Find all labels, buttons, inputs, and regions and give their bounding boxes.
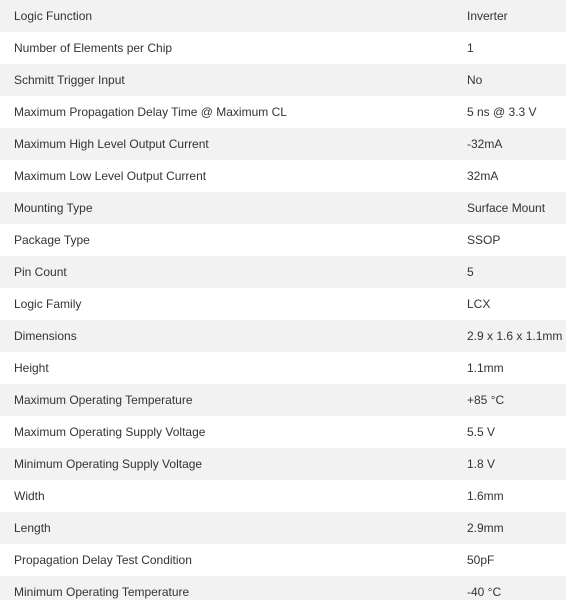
spec-label: Maximum Propagation Delay Time @ Maximum CL [14,105,287,119]
spec-row [0,416,566,448]
spec-value: 50pF [467,553,495,567]
spec-label: Minimum Operating Supply Voltage [14,457,203,471]
spec-label: Length [14,521,51,535]
spec-value: SSOP [467,233,501,247]
spec-row [0,96,566,128]
spec-label: Dimensions [14,329,77,343]
spec-row [0,480,566,512]
spec-label: Width [14,489,45,503]
spec-value: -40 °C [467,585,502,599]
spec-row [0,288,566,320]
spec-value: -32mA [467,137,503,151]
spec-row [0,352,566,384]
spec-row [0,192,566,224]
spec-label: Minimum Operating Temperature [14,585,190,599]
spec-label: Maximum Operating Supply Voltage [14,425,206,439]
spec-label: Maximum Low Level Output Current [14,169,207,183]
spec-row [0,0,566,32]
spec-label: Maximum High Level Output Current [14,137,209,151]
spec-value: LCX [467,297,491,311]
spec-value: 1 [467,41,474,55]
spec-value: 5 [467,265,474,279]
spec-label: Logic Family [14,297,82,311]
spec-row [0,64,566,96]
spec-row [0,576,566,600]
spec-value: +85 °C [467,393,505,407]
spec-label: Package Type [14,233,90,247]
spec-row [0,512,566,544]
spec-row [0,32,566,64]
spec-label: Height [14,361,49,375]
spec-value: 2.9 x 1.6 x 1.1mm [467,329,563,343]
spec-value: 32mA [467,169,499,183]
spec-row [0,384,566,416]
spec-row [0,448,566,480]
spec-value: 1.1mm [467,361,504,375]
spec-label: Logic Function [14,9,93,23]
spec-row [0,320,566,352]
spec-label: Number of Elements per Chip [14,41,173,55]
spec-value: No [467,73,483,87]
spec-label: Pin Count [14,265,67,279]
spec-label: Propagation Delay Test Condition [14,553,192,567]
spec-value: Surface Mount [467,201,546,215]
spec-label: Maximum Operating Temperature [14,393,193,407]
spec-row [0,160,566,192]
spec-value: 2.9mm [467,521,504,535]
spec-label: Schmitt Trigger Input [14,73,125,87]
spec-row [0,224,566,256]
spec-value: 5.5 V [467,425,496,439]
spec-value: 1.6mm [467,489,504,503]
spec-row [0,128,566,160]
spec-value: 1.8 V [467,457,496,471]
spec-row [0,256,566,288]
spec-value: 5 ns @ 3.3 V [467,105,537,119]
spec-row [0,544,566,576]
spec-label: Mounting Type [14,201,93,215]
spec-value: Inverter [467,9,508,23]
